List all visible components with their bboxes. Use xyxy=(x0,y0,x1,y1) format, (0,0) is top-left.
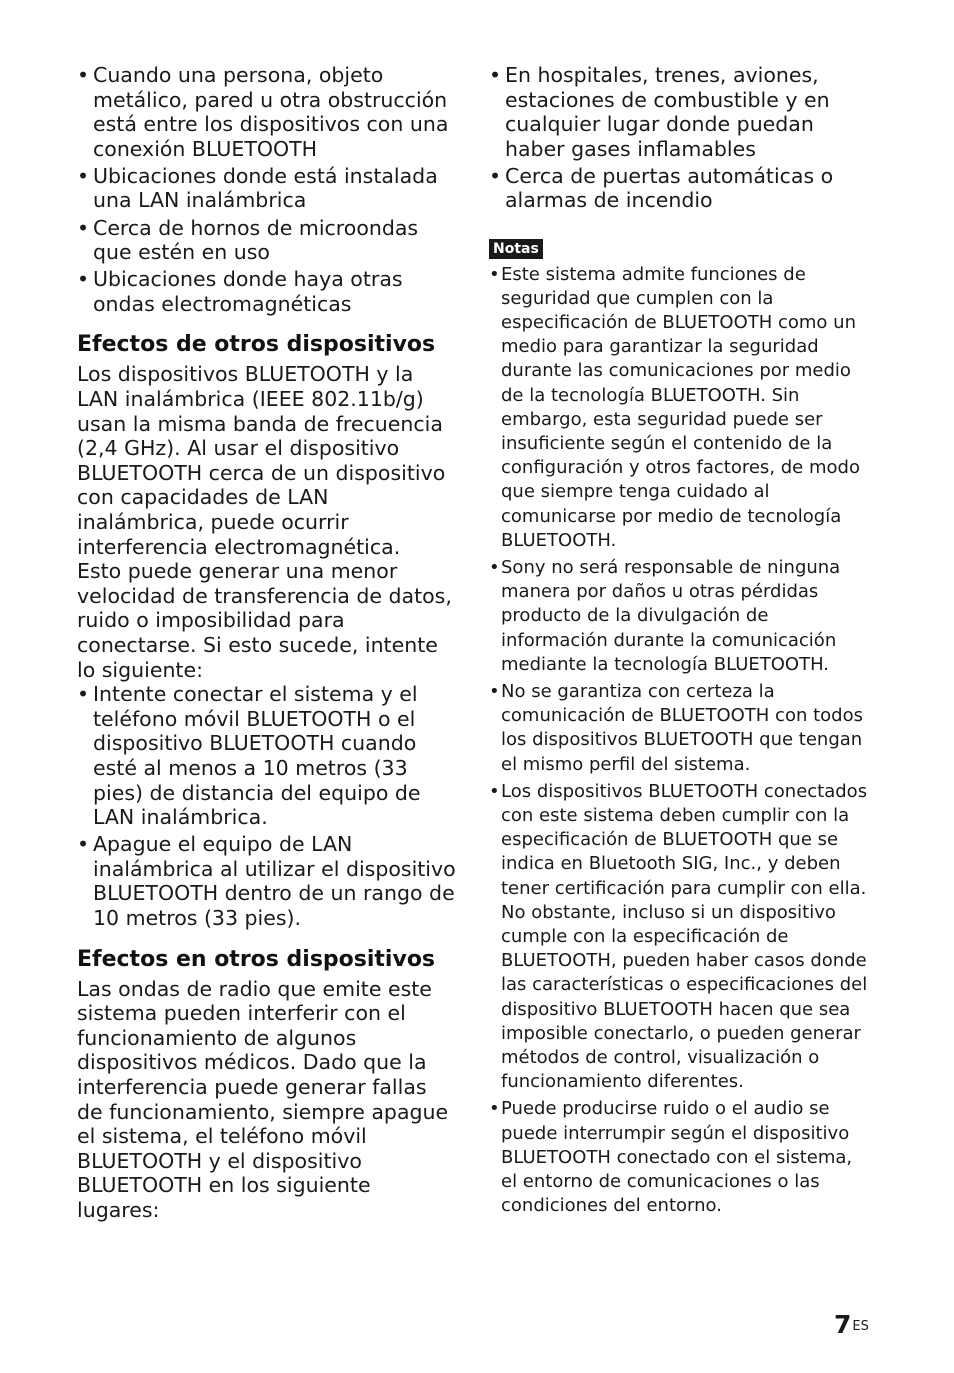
paragraph: Esto puede generar una menor velocidad de transferencia de datos, ruido o imposibilidad para conectarse. Si esto sucede, intente lo siguiente: xyxy=(77,559,452,682)
left-column xyxy=(77,63,457,1223)
list-item: • Intente conectar el sistema y el teléfono móvil BLUETOOTH o el dispositivo BLUETOOTH cuando esté al menos a 10 metros (33 pies) de distancia del equipo de LAN inalámbrica. xyxy=(77,682,457,830)
bullet-list-places xyxy=(489,63,869,213)
note-item: • No se garantiza con certeza la comunicación de BLUETOOTH con todos los dispositivos BLUETOOTH que tengan el mismo perfil del sistema. xyxy=(489,680,869,777)
page-number-value: 7 xyxy=(834,1310,852,1339)
list-item: • Ubicaciones donde haya otras ondas electromagnéticas xyxy=(77,267,457,316)
section-heading-effects-on-devices: Efectos en otros dispositivos xyxy=(77,946,436,972)
paragraph: Los dispositivos BLUETOOTH y la LAN inalámbrica (IEEE 802.11b/g) usan la misma banda de frecuencia (2,4 GHz). Al usar el dispositivo BLUETOOTH cerca de un dispositivo con capacidades de LAN inalámbrica, puede ocurrir interferencia electromagnética. xyxy=(77,362,446,559)
bullet-list-remedies xyxy=(77,682,457,930)
note-item: • Los dispositivos BLUETOOTH conectados con este sistema deben cumplir con la especificación de BLUETOOTH que se indica en Bluetooth SIG, Inc., y deben tener certificación para cumplir con ella. No obstante, incluso si un dispositivo cumple con la especificación de BLUETOOTH, pueden haber casos donde las características o especificaciones del dispositivo BLUETOOTH hacen que sea imposible conectarlo, o pueden generar métodos de control, visualización o funcionamiento diferentes. xyxy=(489,780,869,1095)
language-code: ES xyxy=(852,1319,869,1334)
paragraph: Las ondas de radio que emite este sistema pueden interferir con el funcionamiento de algunos dispositivos médicos. Dado que la interferencia puede generar fallas de funcionamiento, siempre apague el sistema, el teléfono móvil BLUETOOTH y el dispositivo BLUETOOTH en los siguiente lugares: xyxy=(77,976,449,1222)
notes-list xyxy=(489,263,869,1219)
list-item: • En hospitales, trenes, aviones, estaciones de combustible y en cualquier lugar donde puedan haber gases inflamables xyxy=(489,63,869,161)
section-heading-effects-from-devices: Efectos de otros dispositivos xyxy=(77,332,436,358)
notes-label: Notas xyxy=(489,239,543,259)
note-item: • Puede producirse ruido o el audio se puede interrumpir según el dispositivo BLUETOOTH conectado con el sistema, el entorno de comunicaciones o las condiciones del entorno. xyxy=(489,1097,869,1218)
list-item: • Ubicaciones donde está instalada una LAN inalámbrica xyxy=(77,164,457,213)
list-item: • Apague el equipo de LAN inalámbrica al utilizar el dispositivo BLUETOOTH dentro de un rango de 10 metros (33 pies). xyxy=(77,832,457,930)
page-number xyxy=(834,1310,869,1340)
list-item: • Cerca de hornos de microondas que estén en uso xyxy=(77,216,457,265)
note-item: • Este sistema admite funciones de seguridad que cumplen con la especificación de BLUETOOTH como un medio para garantizar la seguridad durante las comunicaciones por medio de la tecnología BLUETOOTH. Sin embargo, esta seguridad puede ser insuficiente según el contenido de la configuración y otros factores, de modo que siempre tenga cuidado al comunicarse por medio de tecnología BLUETOOTH. xyxy=(489,263,869,553)
bullet-list-interference-locations xyxy=(77,63,457,316)
list-item: • Cerca de puertas automáticas o alarmas de incendio xyxy=(489,164,869,213)
list-item: • Cuando una persona, objeto metálico, pared u otra obstrucción está entre los dispositivos con una conexión BLUETOOTH xyxy=(77,63,457,161)
right-column xyxy=(489,63,869,1221)
note-item: • Sony no será responsable de ninguna manera por daños u otras pérdidas producto de la divulgación de información durante la comunicación mediante la tecnología BLUETOOTH. xyxy=(489,556,869,677)
